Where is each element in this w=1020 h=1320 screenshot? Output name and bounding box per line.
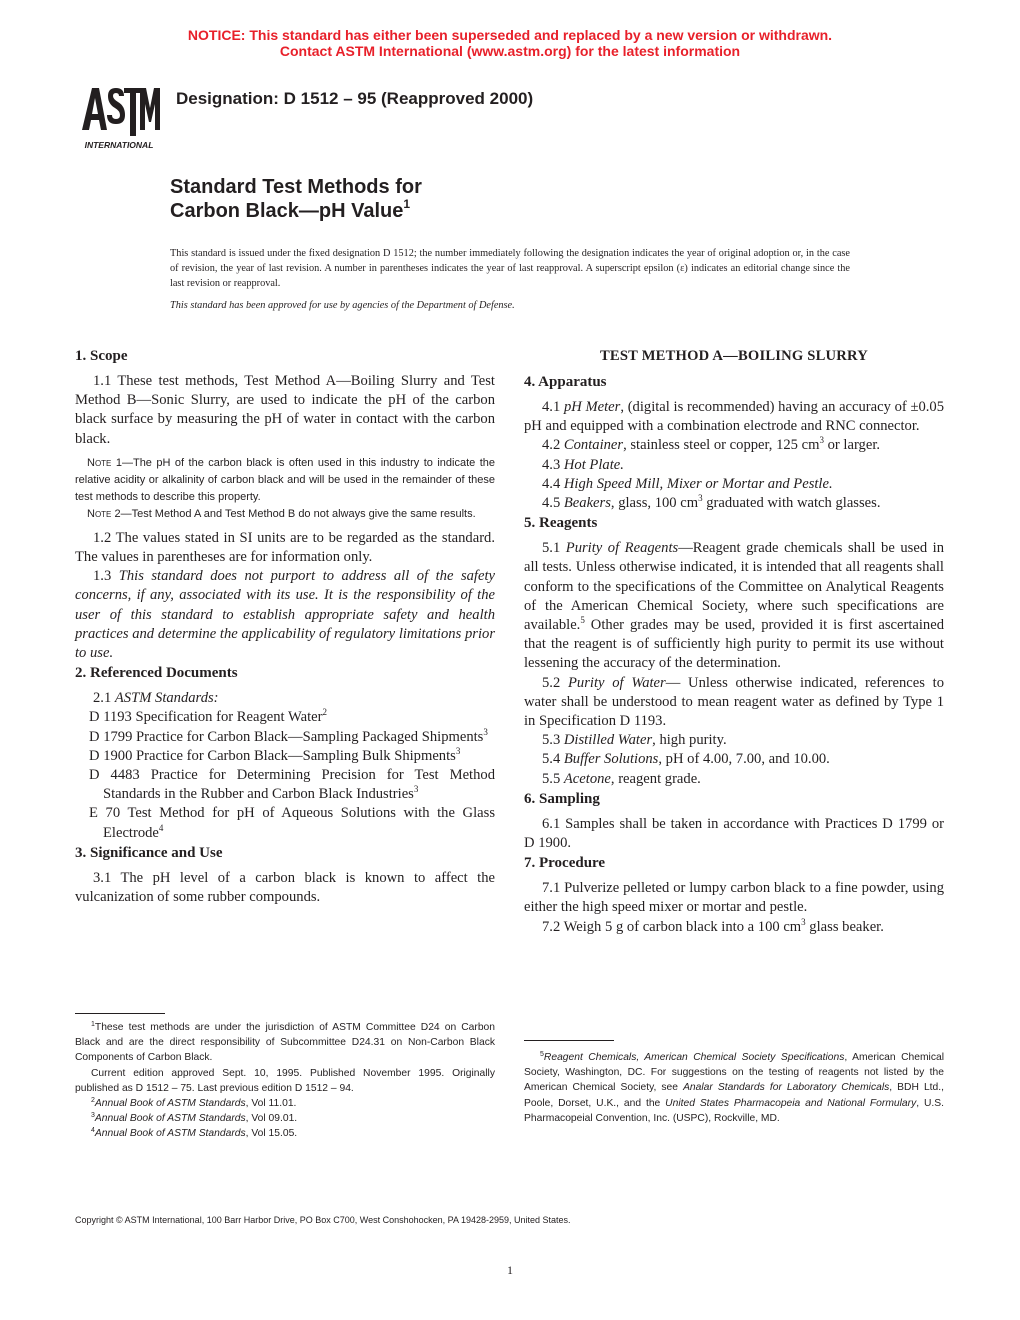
footnote-5-it2: Analar Standards for Laboratory Chemicals bbox=[683, 1082, 890, 1094]
footnote-4-text: , Vol 15.05. bbox=[245, 1128, 298, 1140]
term: Buffer Solutions bbox=[563, 751, 659, 768]
left-column bbox=[75, 346, 495, 907]
sup: 3 bbox=[698, 493, 703, 504]
footnote-5-text3: , U.S. Pharmacopeial Convention, Inc. (USPC), Rockville, MD. bbox=[524, 1097, 945, 1124]
para-2-1 bbox=[75, 689, 495, 708]
text: , stainless steel or copper, 125 cm bbox=[623, 437, 820, 454]
footnote-3-text: , Vol 09.01. bbox=[245, 1113, 298, 1125]
footnote-2-italic: Annual Book of ASTM Standards bbox=[94, 1098, 246, 1110]
note-1-label: Note 1 bbox=[87, 456, 122, 469]
ref-d1799 bbox=[75, 728, 495, 747]
para-4-1 bbox=[524, 398, 944, 436]
text: , pH of 4.00, 7.00, and 10.00. bbox=[658, 751, 830, 768]
note-1 bbox=[75, 455, 495, 506]
para-1-3 bbox=[75, 567, 495, 663]
text2: Other grades may be used, provided it is first ascertained that the reagent is of sufficiently high purity to permit its use without lessening the accuracy of the determination. bbox=[524, 617, 944, 672]
footnote-3 bbox=[75, 1111, 495, 1126]
ref-d1900 bbox=[75, 747, 495, 766]
footnotes-left bbox=[75, 1020, 495, 1142]
text: —Reagent grade chemicals shall be used in all tests. Unless otherwise indicated, it is intended that all reagents shall conform to the specifications of the Committee on Analytical Reagents of the American Chemical Society, where such specifications are available. bbox=[524, 540, 945, 634]
ref-text: D 4483 Practice for Determining Precision for Test Method Standards in the Rubber and Carbon Black Industries bbox=[89, 767, 495, 803]
text: 7.2 Weigh 5 g of carbon black into a 100 cm bbox=[542, 918, 802, 935]
title-footnote-mark: 1 bbox=[403, 197, 411, 211]
footnote-rule-right bbox=[524, 1040, 614, 1041]
ref-d4483 bbox=[75, 766, 495, 804]
sup: 5 bbox=[580, 615, 585, 626]
footnote-1-edition: Current edition approved Sept. 10, 1995. Published November 1995. Originally published as D 1512 – 75. Last previous edition D 1512 – 94. bbox=[75, 1067, 495, 1094]
para-2-1-text: ASTM Standards: bbox=[114, 690, 219, 707]
ref-sup: 4 bbox=[158, 822, 164, 833]
num: 4.3 bbox=[542, 456, 564, 473]
ref-sup: 3 bbox=[413, 784, 419, 795]
footnote-1-text: These test methods are under the jurisdiction of ASTM Committee D24 on Carbon Black and are the direct responsibility of Subcommittee D24.31 on Non-Carbon Black Components of Carbon Black. bbox=[75, 1022, 495, 1064]
para-4-5 bbox=[524, 494, 944, 513]
page-number: 1 bbox=[507, 1263, 513, 1277]
footnote-rule-left bbox=[75, 1013, 165, 1014]
ref-text: D 1193 Specification for Reagent Water bbox=[89, 709, 323, 726]
num: 4.2 bbox=[542, 437, 564, 454]
dod-approval-note: This standard has been approved for use by agencies of the Department of Defense. bbox=[170, 300, 515, 311]
text2: glass beaker. bbox=[805, 918, 884, 935]
para-2-1-num: 2.1 bbox=[93, 690, 115, 707]
footnote-5 bbox=[524, 1050, 944, 1126]
term: Purity of Reagents bbox=[565, 540, 679, 557]
footnote-4 bbox=[75, 1126, 495, 1141]
para-1-3-num: 1.3 bbox=[93, 568, 119, 585]
para-1-1: 1.1 These test methods, Test Method A—Boiling Slurry and Test Method B—Sonic Slurry, are used to indicate the pH of the carbon black surface by measuring the pH of water in contact with the carbon black. bbox=[75, 373, 495, 447]
footnote-4-mark: 4 bbox=[91, 1127, 95, 1135]
term: pH Meter bbox=[563, 399, 621, 415]
para-6-1: 6.1 Samples shall be taken in accordance with Practices D 1799 or D 1900. bbox=[524, 815, 944, 852]
ref-sup: 2 bbox=[322, 707, 327, 718]
notice-line-1: NOTICE: This standard has either been superseded and replaced by a new version or withdrawn. bbox=[187, 27, 833, 43]
withdrawal-notice bbox=[0, 27, 1020, 59]
term: Distilled Water bbox=[563, 732, 653, 749]
text2: or larger. bbox=[823, 437, 881, 454]
num: 4.4 bbox=[542, 475, 564, 492]
section-heading-reagents: 5. Reagents bbox=[524, 515, 598, 532]
svg-text:INTERNATIONAL: INTERNATIONAL bbox=[84, 140, 154, 150]
term: Container bbox=[563, 437, 624, 454]
section-heading-procedure: 7. Procedure bbox=[524, 855, 606, 872]
method-a-heading: TEST METHOD A—BOILING SLURRY bbox=[600, 348, 868, 364]
note-2 bbox=[75, 506, 495, 523]
footnote-4-italic: Annual Book of ASTM Standards bbox=[94, 1128, 246, 1140]
title-line-2-text: Carbon Black—pH Value bbox=[170, 200, 404, 222]
num: 4.1 bbox=[542, 399, 564, 415]
right-column bbox=[524, 346, 944, 937]
para-1-2: 1.2 The values stated in SI units are to be regarded as the standard. The values in parentheses are for information only. bbox=[75, 529, 495, 566]
ref-sup: 3 bbox=[455, 745, 461, 756]
num: 5.1 bbox=[542, 540, 566, 557]
num: 5.5 bbox=[542, 770, 564, 787]
footnote-5-text1: , American Chemical Society, Washington, DC. For suggestions on the testing of reagents not listed by the American Chemical Society, see bbox=[524, 1052, 945, 1094]
notice-line-2: Contact ASTM International (www.astm.org) for the latest information bbox=[279, 43, 741, 59]
para-7-1: 7.1 Pulverize pelleted or lumpy carbon black to a fine powder, using either the high speed mixer or mortar and pestle. bbox=[524, 880, 944, 916]
footnote-1 bbox=[75, 1020, 495, 1066]
para-4-2 bbox=[524, 436, 944, 455]
footnote-5-text2: , BDH Ltd., Poole, Dorset, U.K., and the bbox=[524, 1082, 944, 1109]
sup: 3 bbox=[801, 916, 806, 927]
ref-text: E 70 Test Method for pH of Aqueous Solutions with the Glass Electrode bbox=[89, 805, 495, 841]
ref-text: D 1900 Practice for Carbon Black—Sampling Bulk Shipments bbox=[89, 747, 456, 764]
designation: Designation: D 1512 – 95 (Reapproved 2000) bbox=[176, 89, 534, 108]
astm-logo bbox=[74, 78, 162, 152]
text: , glass, 100 cm bbox=[610, 495, 699, 512]
para-5-3 bbox=[524, 731, 944, 750]
section-heading-referenced-documents: 2. Referenced Documents bbox=[75, 665, 238, 682]
para-5-2 bbox=[524, 674, 944, 732]
num: 5.2 bbox=[542, 674, 569, 691]
document-title bbox=[170, 175, 422, 223]
footnotes-right bbox=[524, 1050, 944, 1126]
footnote-1-mark: 1 bbox=[91, 1021, 95, 1028]
footnote-5-it3: United States Pharmacopeia and National Formulary bbox=[665, 1097, 917, 1109]
text: , (digital is recommended) having an accuracy of ±0.05 pH and equipped with a combination electrode and RNC connector. bbox=[524, 399, 945, 435]
para-3-1: 3.1 The pH level of a carbon black is known to affect the vulcanization of some rubber compounds. bbox=[75, 869, 495, 906]
sup: 3 bbox=[819, 435, 824, 446]
para-4-4 bbox=[524, 475, 944, 494]
ref-text: D 1799 Practice for Carbon Black—Sampling Packaged Shipments bbox=[89, 728, 484, 745]
term: Purity of Water bbox=[568, 674, 666, 691]
copyright-line: Copyright © ASTM International, 100 Barr Harbor Drive, PO Box C700, West Conshohocken, PA 19428-2959, United States. bbox=[75, 1215, 571, 1225]
ref-d1193 bbox=[75, 708, 495, 727]
term: High Speed Mill, Mixer or Mortar and Pestle. bbox=[563, 475, 833, 492]
term: Acetone bbox=[563, 770, 611, 787]
para-1-3-text: This standard does not purport to address all of the safety concerns, if any, associated with its use. It is the responsibility of the user of this standard to establish appropriate safety and health practices and determine the applicability of regulatory limitations prior to use. bbox=[75, 568, 495, 662]
ref-sup: 3 bbox=[483, 726, 488, 737]
title-line-1: Standard Test Methods for bbox=[170, 176, 422, 198]
title-line-2 bbox=[170, 199, 422, 223]
section-heading-significance: 3. Significance and Use bbox=[75, 844, 223, 861]
footnote-2-text: , Vol 11.01. bbox=[245, 1098, 297, 1110]
para-7-2 bbox=[524, 918, 944, 937]
text2: graduated with watch glasses. bbox=[702, 495, 881, 512]
issue-note: This standard is issued under the fixed designation D 1512; the number immediately following the designation indicates the year of original adoption or, in the case of revision, the year of last revision. A number in parentheses indicates the year of last reapproval. A superscript epsilon (ε) indicates an editorial change since the last revision or reapproval. bbox=[170, 248, 850, 289]
para-5-4 bbox=[524, 750, 944, 769]
para-5-5 bbox=[524, 770, 944, 789]
num: 4.5 bbox=[542, 495, 564, 512]
term: Hot Plate. bbox=[563, 456, 624, 473]
astm-logo-mark bbox=[74, 78, 162, 152]
footnote-2 bbox=[75, 1096, 495, 1111]
num: 5.4 bbox=[542, 751, 564, 768]
ref-e70 bbox=[75, 804, 495, 842]
note-1-text: —The pH of the carbon black is often used in this industry to indicate the relative acidity or alkalinity of carbon black and will be used in the remainder of these test methods to describe this property. bbox=[75, 456, 495, 503]
footnote-3-mark: 3 bbox=[91, 1112, 95, 1120]
footnote-5-mark: 5 bbox=[540, 1051, 544, 1058]
text: , high purity. bbox=[652, 732, 727, 749]
text: — Unless otherwise indicated, references to water shall be understood to mean reagent water as defined by Type 1 in Specification D 1193. bbox=[524, 674, 945, 730]
section-heading-sampling: 6. Sampling bbox=[524, 790, 600, 807]
footnote-2-mark: 2 bbox=[91, 1097, 95, 1105]
num: 5.3 bbox=[542, 732, 564, 749]
note-2-text: —Test Method A and Test Method B do not always give the same results. bbox=[120, 507, 476, 520]
para-4-3 bbox=[524, 456, 944, 475]
footnote-3-italic: Annual Book of ASTM Standards bbox=[94, 1113, 246, 1125]
term: Beakers bbox=[563, 495, 611, 512]
para-5-1 bbox=[524, 539, 944, 673]
section-heading-apparatus: 4. Apparatus bbox=[524, 374, 607, 390]
note-2-label: Note 2 bbox=[87, 507, 121, 520]
footnote-5-it1: Reagent Chemicals, American Chemical Society Specifications bbox=[543, 1052, 845, 1063]
section-heading-scope: 1. Scope bbox=[75, 348, 128, 364]
text: , reagent grade. bbox=[610, 770, 701, 787]
